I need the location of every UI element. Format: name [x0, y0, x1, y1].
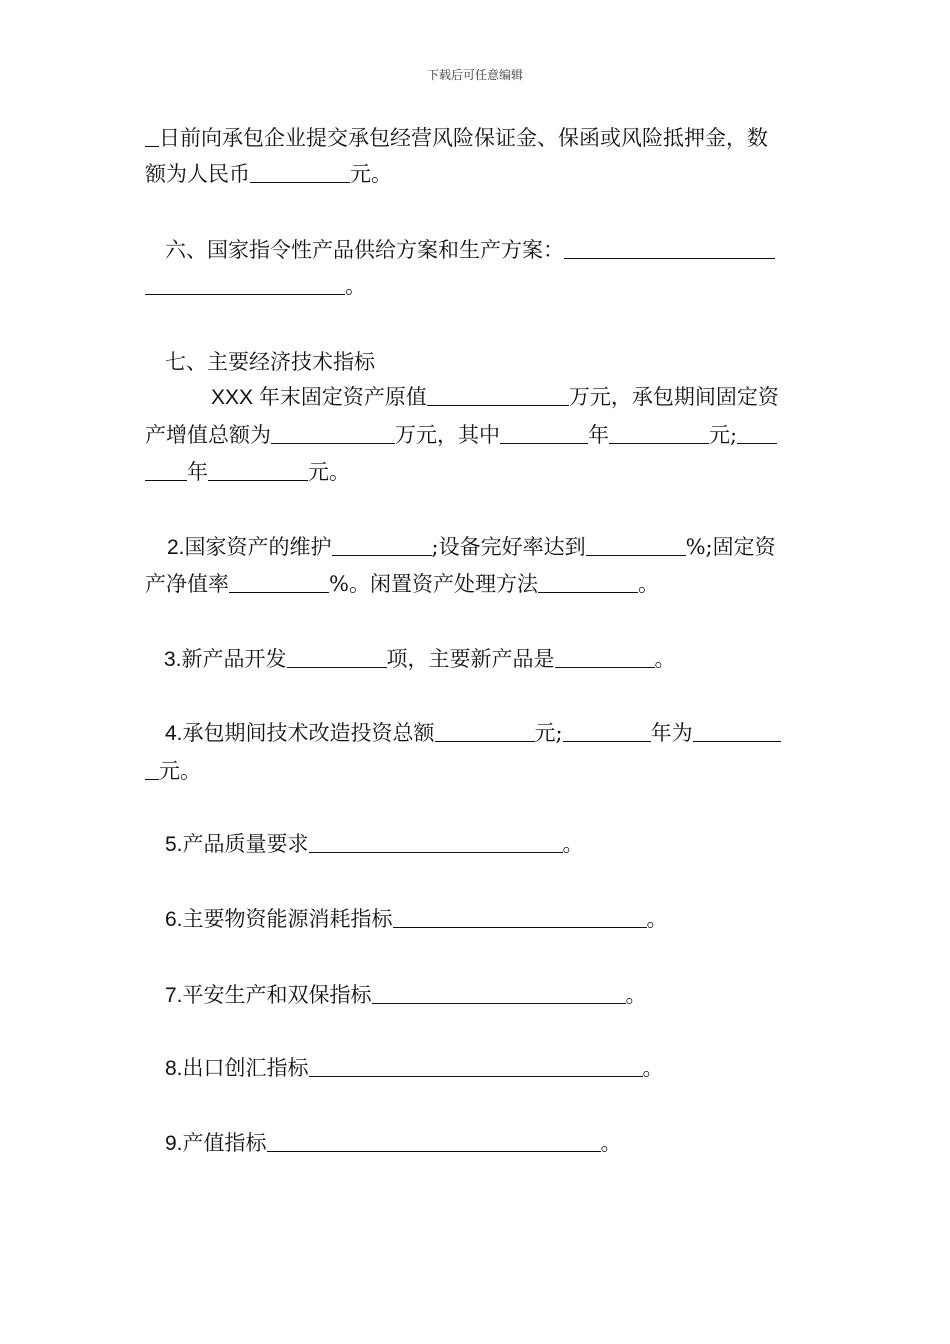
blank[interactable]	[267, 1131, 601, 1152]
item8-line	[165, 1055, 664, 1082]
text: 元;	[534, 721, 563, 745]
item6-line	[165, 906, 668, 933]
blank[interactable]	[427, 385, 569, 406]
text: 。	[646, 907, 668, 931]
text: ;设备完好率达到	[431, 535, 586, 559]
blank[interactable]	[287, 647, 387, 668]
text: 。	[345, 274, 366, 298]
text: 年	[187, 460, 208, 484]
blank[interactable]	[145, 759, 159, 780]
text: 。	[654, 647, 676, 671]
blank[interactable]	[145, 274, 345, 295]
blank[interactable]	[586, 535, 686, 556]
text: 8.出口创汇指标	[165, 1057, 309, 1080]
text: 万元，其中	[395, 423, 500, 447]
blank[interactable]	[208, 460, 308, 481]
blank[interactable]	[271, 423, 395, 444]
text: 。	[637, 572, 659, 596]
blank[interactable]	[229, 572, 329, 593]
blank[interactable]	[555, 647, 655, 668]
para1-line2	[145, 161, 392, 187]
blank[interactable]	[145, 460, 187, 481]
blank[interactable]	[737, 423, 777, 444]
blank[interactable]	[693, 721, 781, 742]
text: %;固定资	[685, 535, 776, 559]
blank[interactable]	[309, 832, 563, 853]
item2-line2	[145, 571, 659, 597]
section-seven-title: 七、主要经济技术指标	[165, 350, 375, 374]
text: 元;	[709, 423, 738, 447]
text: 。	[625, 983, 647, 1007]
text: %。闲置资产处理方法	[329, 572, 538, 596]
section-six-title: 六、国家指令性产品供给方案和生产方案：	[165, 238, 564, 262]
blank[interactable]	[609, 423, 709, 444]
blank[interactable]	[393, 907, 647, 928]
item4-line2	[145, 758, 201, 784]
item1-line2	[145, 422, 777, 448]
text: 元。	[350, 162, 392, 186]
text: 年	[588, 423, 609, 447]
text: 9.产值指标	[165, 1132, 267, 1155]
text: 元。	[308, 460, 350, 484]
blank[interactable]	[309, 1056, 643, 1077]
text: 产增值总额为	[145, 423, 271, 447]
item4-line1	[165, 720, 781, 747]
text: 。	[642, 1056, 664, 1080]
text: 5.产品质量要求	[165, 833, 309, 856]
blank[interactable]	[500, 423, 588, 444]
section-six-line2	[145, 273, 366, 299]
text: 产净值率	[145, 572, 229, 596]
text: 项，主要新产品是	[386, 647, 555, 671]
item1-line3	[145, 459, 350, 485]
text: 额为人民币	[145, 162, 250, 186]
text: 6.主要物资能源消耗指标	[165, 908, 393, 931]
blank[interactable]	[372, 983, 626, 1004]
text: 7.平安生产和双保指标	[165, 984, 372, 1007]
blank[interactable]	[563, 721, 651, 742]
item1-line1	[211, 384, 779, 411]
section-six-line1	[165, 237, 775, 263]
page-header: 下载后可任意编辑	[426, 68, 523, 82]
text: XXX 年末固定资产原值	[211, 386, 427, 409]
item7-line	[165, 982, 647, 1009]
text: 3.新产品开发	[164, 648, 287, 671]
text: 2.国家资产的维护	[167, 536, 332, 559]
para1-text: 日前向承包企业提交承包经营风险保证金、保函或风险抵押金，数	[159, 126, 768, 150]
text: 。	[600, 1131, 622, 1155]
text: 4.承包期间技术改造投资总额	[165, 722, 435, 745]
text: 元。	[159, 759, 201, 783]
item9-line	[165, 1130, 622, 1157]
blank[interactable]	[564, 238, 775, 259]
blank[interactable]	[538, 572, 638, 593]
para1-line1	[145, 125, 768, 151]
blank[interactable]	[332, 535, 432, 556]
text: 年为	[650, 721, 693, 745]
item3-line	[164, 646, 676, 673]
blank[interactable]	[435, 721, 535, 742]
text: 万元，承包期间固定资	[568, 385, 779, 409]
text: 。	[562, 832, 584, 856]
item2-line1	[167, 534, 776, 561]
item5-line	[165, 831, 584, 858]
blank[interactable]	[250, 162, 350, 183]
blank[interactable]	[145, 126, 159, 147]
